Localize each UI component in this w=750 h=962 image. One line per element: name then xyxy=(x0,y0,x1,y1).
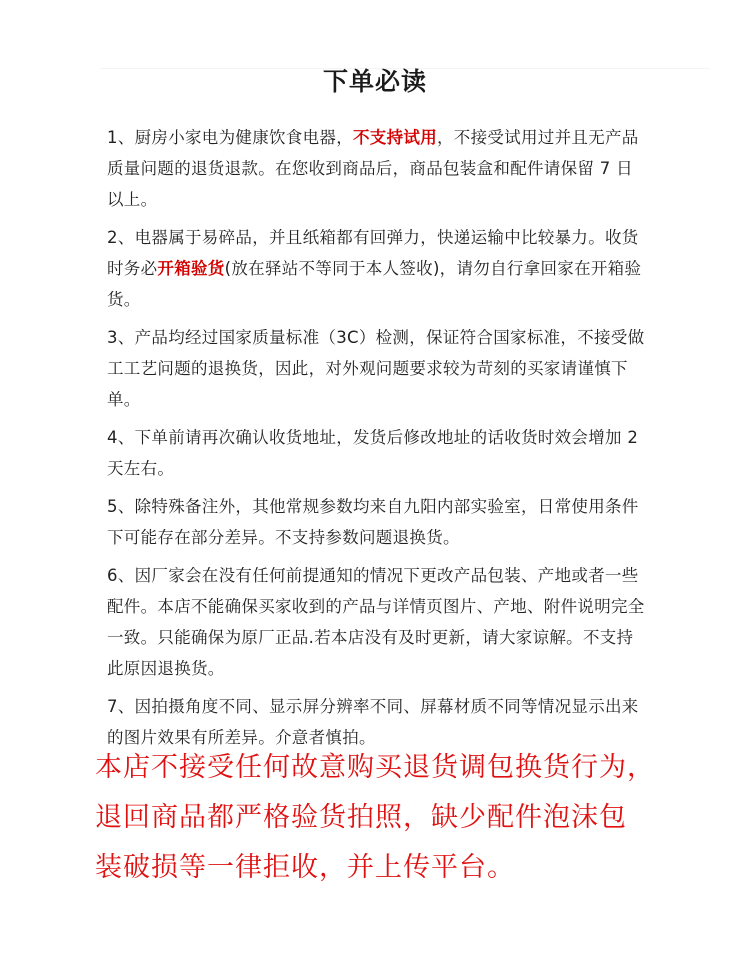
rule-text: 1、厨房小家电为健康饮食电器， xyxy=(107,128,353,147)
rule-item-6 xyxy=(107,560,647,684)
policy-line-3: 装破损等一律拒收，并上传平台。 xyxy=(95,852,515,883)
rule-item-1 xyxy=(107,122,647,215)
rule-text: 3、产品均经过国家质量标准（3C）检测，保证符合国家标准，不接受做工工艺问题的退换货，因此，对外观问题要求较为苛刻的买家请谨慎下单。 xyxy=(107,328,645,409)
rule-item-2 xyxy=(107,222,647,315)
rule-text: 7、因拍摄角度不同、显示屏分辨率不同、屏幕材质不同等情况显示出来的图片效果有所差异。介意者慎拍。 xyxy=(107,697,639,747)
rule-highlight: 不支持试用 xyxy=(353,128,437,147)
rule-text: 4、下单前请再次确认收货地址，发货后修改地址的话收货时效会增加 2 天左右。 xyxy=(107,428,639,478)
rule-item-5 xyxy=(107,491,647,553)
rule-highlight: 开箱验货 xyxy=(157,259,225,278)
return-policy-notice xyxy=(95,743,715,893)
rule-text: 6、因厂家会在没有任何前提通知的情况下更改产品包装、产地或者一些配件。本店不能确保买家收到的产品与详情页图片、产地、附件说明完全一致。只能确保为原厂正品.若本店没有及时更新，请大家谅解。不支持此原因退换货。 xyxy=(107,566,645,678)
rules-list xyxy=(107,122,647,760)
rule-text: 2、电器属于易碎品，并且纸箱都有回弹力，快递运输中比较暴力。收货时务必 xyxy=(107,228,639,278)
rule-text: (放在驿站不等同于本人签收)，请勿自行拿回家在开箱验货。 xyxy=(107,259,642,309)
rule-item-4 xyxy=(107,422,647,484)
policy-line-2: 退回商品都严格验货拍照，缺少配件泡沫包 xyxy=(95,802,627,833)
rule-text: 5、除特殊备注外，其他常规参数均来自九阳内部实验室，日常使用条件下可能存在部分差异。不支持参数问题退换货。 xyxy=(107,497,639,547)
rule-item-3 xyxy=(107,322,647,415)
policy-line-1: 本店不接受任何故意购买退货调包换货行为， xyxy=(95,752,655,783)
page-title: 下单必读 xyxy=(322,67,427,96)
rule-text: ，不接受试用过并且无产品质量问题的退货退款。在您收到商品后，商品包装盒和配件请保留 7 日以上。 xyxy=(107,128,639,209)
